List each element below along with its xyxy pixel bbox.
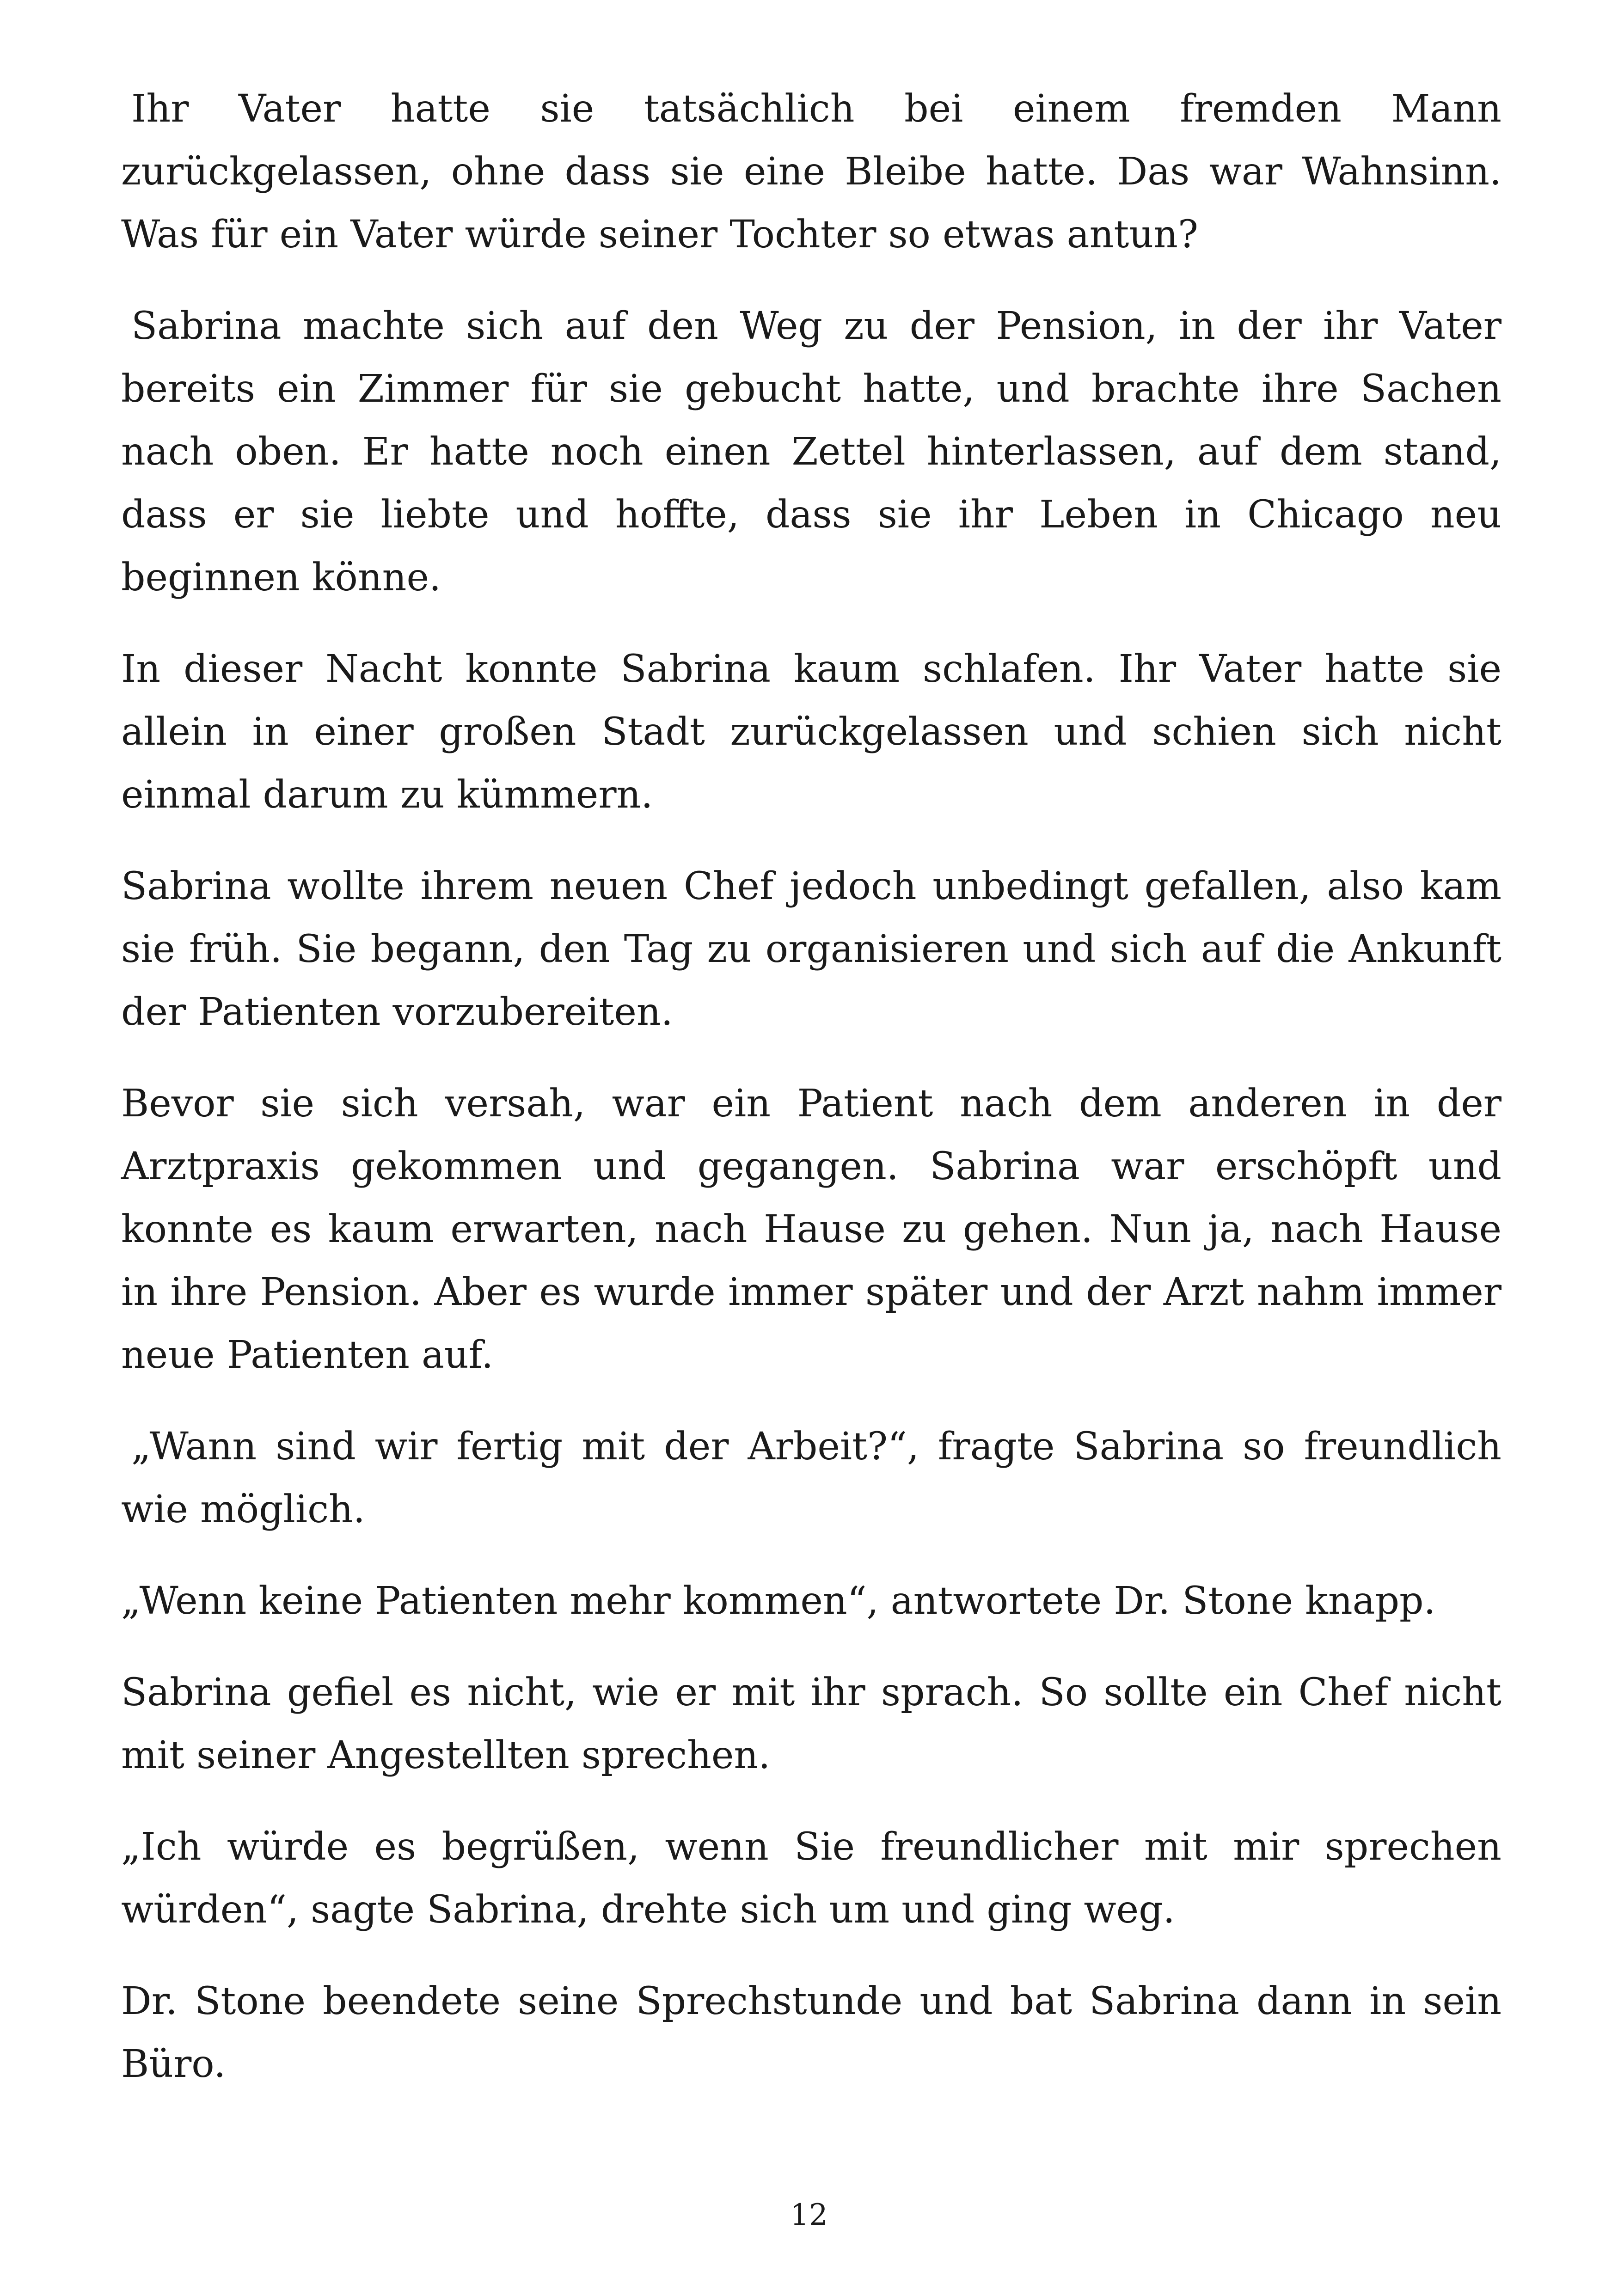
paragraph-4: Sabrina wollte ihrem neuen Chef jedoch unbedingt gefallen, also kam sie früh. Sie begann, den Tag zu organisieren und sich auf die Ankunft der Patienten vorzubereiten. — [121, 864, 1502, 1034]
paragraph-8: Sabrina gefiel es nicht, wie er mit ihr sprach. So sollte ein Chef nicht mit seiner Angestellten sprechen. — [121, 1671, 1502, 1777]
paragraph-3: In dieser Nacht konnte Sabrina kaum schlafen. Ihr Vater hatte sie allein in einer großen Stadt zurückgelassen und schien sich nicht einmal darum zu kümmern. — [121, 647, 1502, 817]
paragraph-10: Dr. Stone beendete seine Sprechstunde und bat Sabrina dann in sein Büro. — [121, 1979, 1502, 2086]
paragraph-9: „Ich würde es begrüßen, wenn Sie freundlicher mit mir sprechen würden“, sagte Sabrina, drehte sich um und ging weg. — [121, 1825, 1502, 1932]
paragraph-7: „Wenn keine Patienten mehr kommen“, antwortete Dr. Stone knapp. — [121, 1579, 1436, 1623]
paragraph-2: Sabrina machte sich auf den Weg zu der Pension, in der ihr Vater bereits ein Zimmer für sie gebucht hatte, und brachte ihre Sachen nach oben. Er hatte noch einen Zettel hinterlassen, auf dem stand, dass er sie liebte und hoffte, dass sie ihr Leben in Chicago neu beginnen könne. — [121, 304, 1502, 600]
paragraph-6: „Wann sind wir fertig mit der Arbeit?“, fragte Sabrina so freundlich wie möglich. — [121, 1425, 1502, 1531]
page-number: 12 — [790, 2198, 828, 2232]
paragraph-5: Bevor sie sich versah, war ein Patient nach dem anderen in der Arztpraxis gekommen und gegangen. Sabrina war erschöpft und konnte es kaum erwarten, nach Hause zu gehen. Nun ja, nach Hause in ihre Pension. Aber es wurde immer später und der Arzt nahm immer neue Patienten auf. — [121, 1082, 1502, 1377]
paragraph-1: Ihr Vater hatte sie tatsächlich bei einem fremden Mann zurückgelassen, ohne dass sie eine Bleibe hatte. Das war Wahnsinn. Was für ein Vater würde seiner Tochter so etwas antun? — [121, 87, 1502, 257]
body-text — [121, 78, 1502, 2125]
